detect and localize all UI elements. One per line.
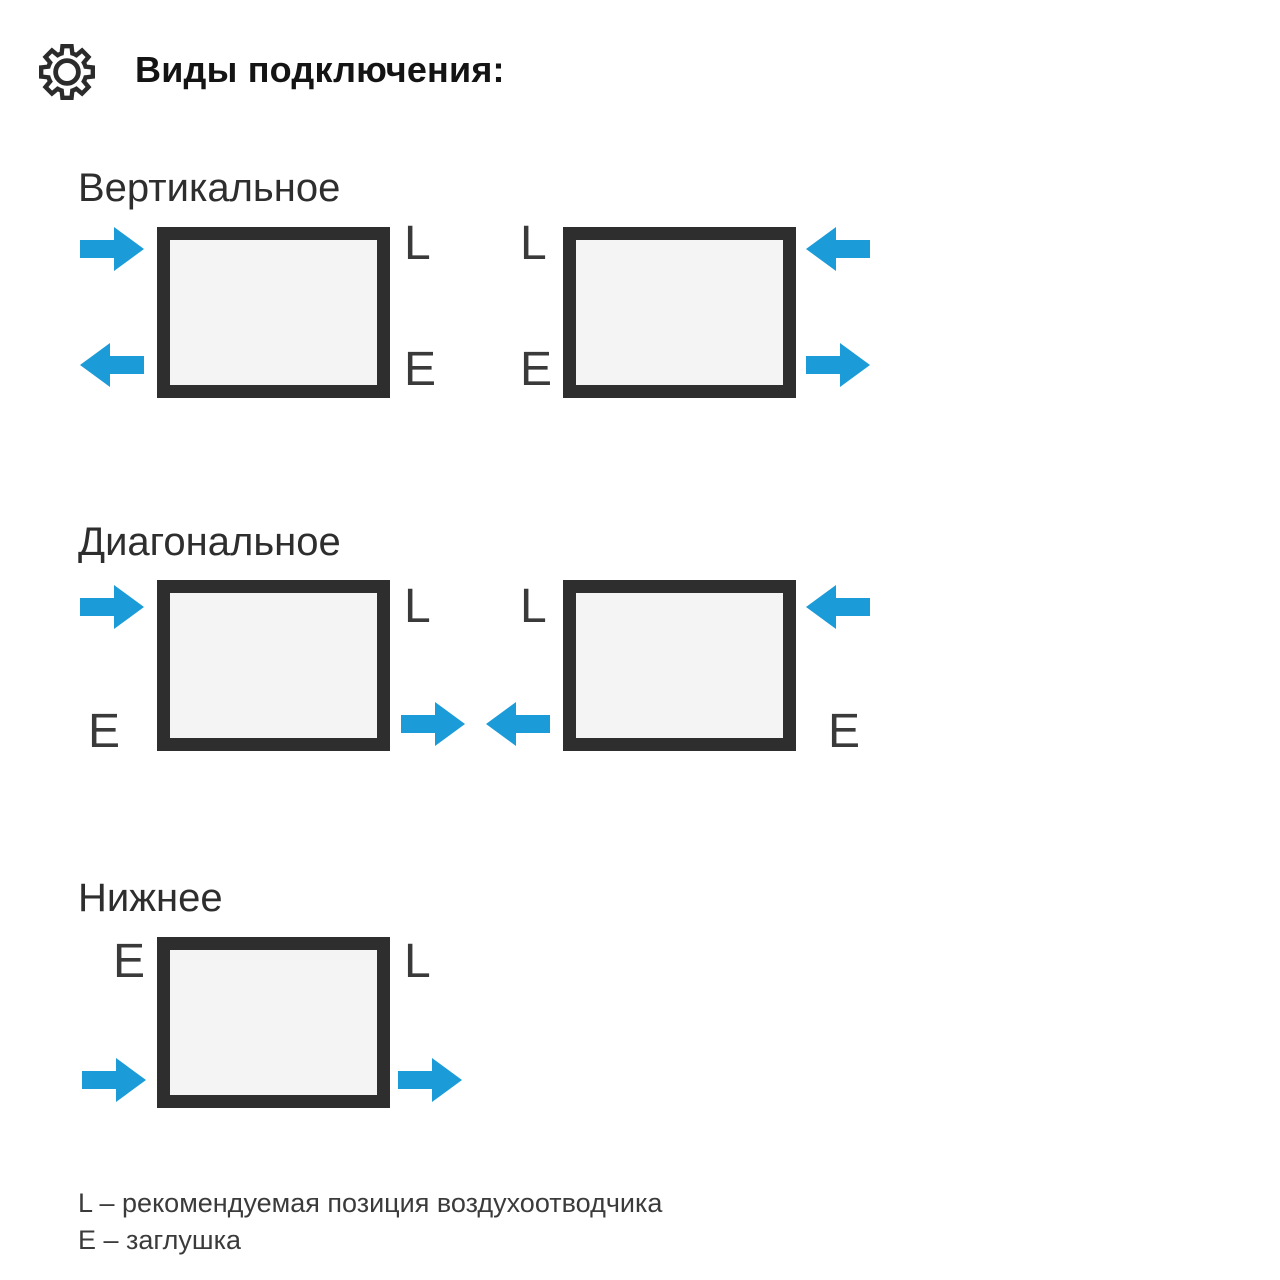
page-title: Виды подключения: xyxy=(135,49,505,90)
legend xyxy=(78,1185,662,1259)
port-letter-L: L xyxy=(404,935,431,988)
flow-in-arrow-left-icon xyxy=(806,585,870,629)
flow-in-arrow-left-icon xyxy=(806,227,870,271)
port-letter-E: E xyxy=(404,343,437,396)
port-letter-L: L xyxy=(404,580,431,633)
radiator-box xyxy=(563,580,796,751)
legend-line-plug: E – заглушка xyxy=(78,1225,242,1255)
radiator-box xyxy=(563,227,796,398)
flow-out-arrow-right-icon xyxy=(806,343,870,387)
port-letter-E: E xyxy=(113,935,146,988)
flow-in-arrow-right-icon xyxy=(80,227,144,271)
section-title-bottom: Нижнее xyxy=(78,876,223,920)
radiator-box xyxy=(157,227,390,398)
flow-in-arrow-right-icon xyxy=(80,585,144,629)
port-letter-L: L xyxy=(520,580,547,633)
port-letter-E: E xyxy=(88,705,121,758)
section-title-diagonal: Диагональное xyxy=(78,520,341,564)
flow-out-arrow-right-icon xyxy=(401,702,465,746)
flow-out-arrow-left-icon xyxy=(486,702,550,746)
section-title-vertical: Вертикальное xyxy=(78,166,341,210)
flow-out-arrow-right-icon xyxy=(398,1058,462,1102)
gear-icon xyxy=(39,44,95,100)
port-letter-L: L xyxy=(404,217,431,270)
radiator-box xyxy=(157,937,390,1108)
flow-in-arrow-right-icon xyxy=(82,1058,146,1102)
legend-line-air-vent: L – рекомендуемая позиция воздухоотводчика xyxy=(78,1188,663,1218)
port-letter-E: E xyxy=(520,343,553,396)
flow-out-arrow-left-icon xyxy=(80,343,144,387)
port-letter-E: E xyxy=(828,705,861,758)
radiator-box xyxy=(157,580,390,751)
port-letter-L: L xyxy=(520,217,547,270)
